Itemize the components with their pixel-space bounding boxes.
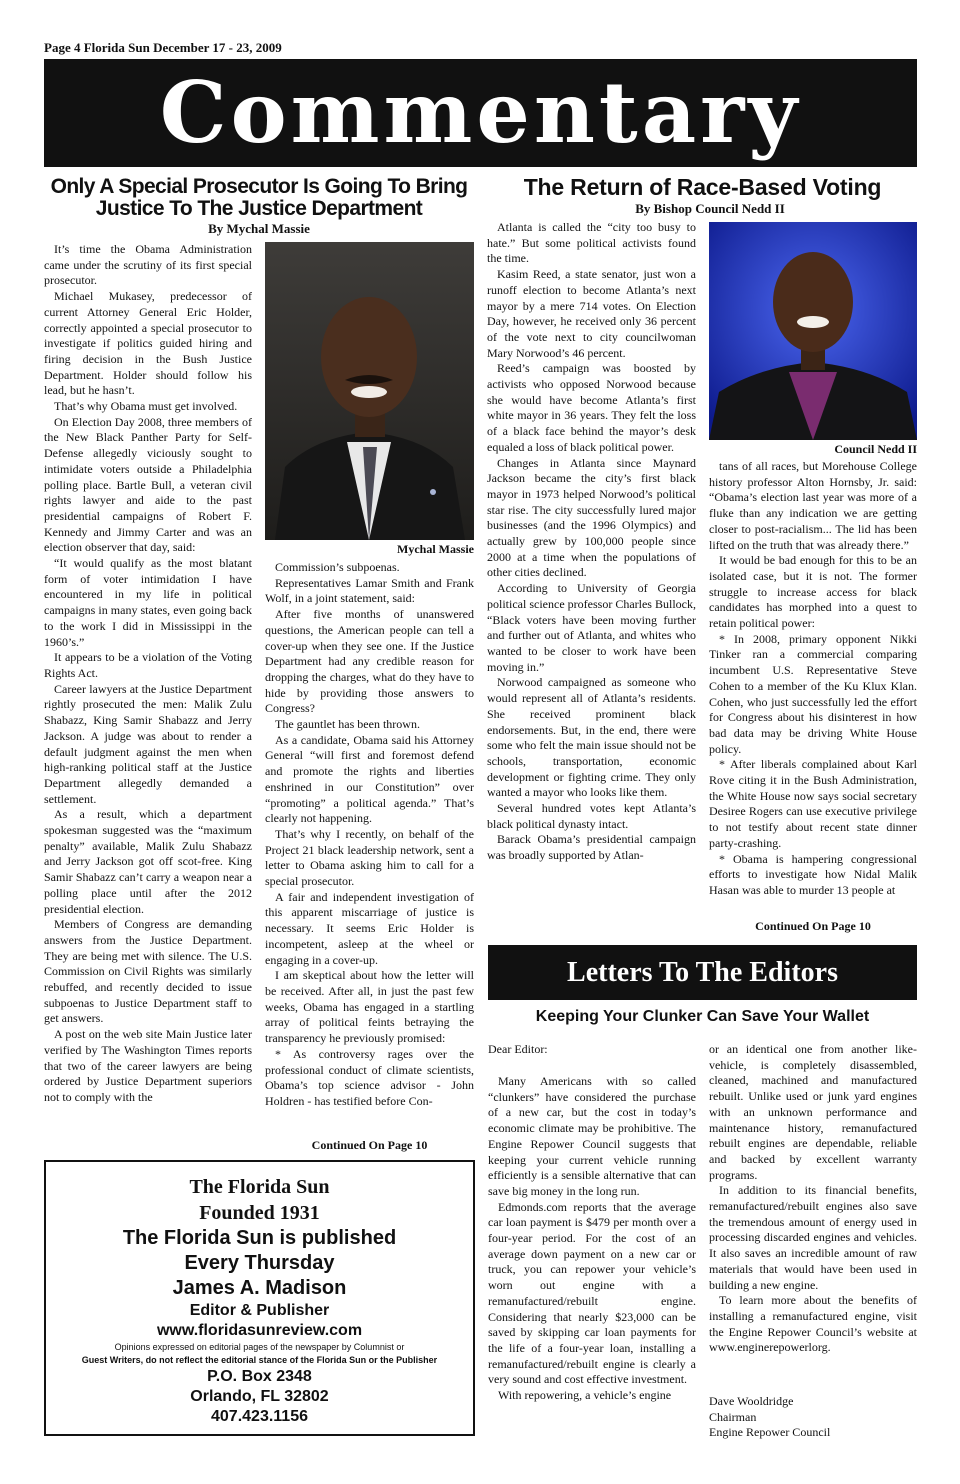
paragraph: A post on the web site Main Justice later verified by The Washington Times reports that two of the career lawyers are being ordered by Justice Department superiors not to comply with the (44, 1027, 252, 1104)
paragraph: or an identical one from another like-vehicle, is completely disassembled, cleaned, machined and manufactured rebuilt. Unlike used or junk yard engines with an unknown performance and maintenance history, remanufactured rebuilt engines are dependable, reliable and backed by excellent warranty programs. (709, 1042, 917, 1182)
paragraph: It’s time the Obama Administration came under the scrutiny of its first special prosecutor. (44, 242, 252, 288)
right-byline: By Bishop Council Nedd II (635, 201, 785, 216)
paragraph: It appears to be a violation of the Voting Rights Act. (44, 650, 252, 680)
paragraph: * Obama is hampering congressional efforts to investigate how Nidal Malik Hasan was able to murder 13 people at (709, 851, 917, 897)
paragraph: To learn more about the benefits of installing a remanufactured engine, visit the Engine Repower Council’s website at www.enginerepowerlorg. (709, 1293, 917, 1355)
paragraph: * In 2008, primary opponent Nikki Tinker ran a commercial comparing incumbent U.S. Representative Steve Cohen to a member of the Ku Klux Klan. Cohen, who just successfully led the effort for Congress about his disinterest in how bad data may be driving White House policy. (709, 631, 917, 756)
signature-name: Dave Wooldridge (709, 1394, 794, 1408)
paragraph: With repowering, a vehicle’s engine (498, 1388, 672, 1403)
signature-title: Chairman (709, 1409, 757, 1424)
paragraph: Kasim Reed, a state senator, just won a runoff election to become Atlanta’s next mayor by a mere 714 votes. On Election Day, however, he received only 36 percent of the vote next to city councilwoman Mary Norwood’s 46 percent. (487, 267, 696, 360)
masthead-po-box: P.O. Box 2348 (207, 1368, 312, 1385)
left-photo-caption: Mychal Massie (397, 542, 474, 556)
mychal-massie-photo (265, 242, 474, 540)
paragraph: tans of all races, but Morehouse College history professor Alton Hornsby, Jr. said: “Obama’s election last year was more of a fluke than any indication we are getting closer to post-racialism... The lid has been lifted on the truth that was already there.” (709, 459, 917, 552)
letter-salutation (488, 1042, 696, 1058)
paragraph: Edmonds.com reports that the average car loan payment is $479 per month over a four-year period. For the cost of an average down payment on a new car or truck, you can repower your vehicle’s worn out engine with a remanufactured/rebuilt engine. Considering that nearly $23,000 can be saved by skipping car loan payments for the life of a four-year loan, installing a remanufactured/rebuilt engine is clearly a very sound and cost effective investment. (488, 1199, 696, 1387)
paragraph: Representatives Lamar Smith and Frank Wolf, in a joint statement, said: (265, 575, 474, 606)
paragraph: Reed’s campaign was boosted by activists who opposed Norwood because she would have become Atlanta’s first white mayor in 36 years. They felt the loss of a black face behind the mayor’s desk equaled a loss of black political power. (487, 361, 696, 454)
paragraph: In addition to its financial benefits, remanufactured/rebuilt engines also save the tremendous amount of energy used in processing discarded engines and vehicles. It also saves an incredible amount of raw materials that would have been used in building a new engine. (709, 1183, 917, 1292)
left-continued: Continued On Page 10 (311, 1138, 428, 1152)
letter-column-1 (488, 1074, 696, 1446)
masthead-editor: James A. Madison (172, 1277, 347, 1299)
left-article-column-2 (265, 560, 474, 1135)
paragraph: Norwood campaigned as someone who would represent all of Atlanta’s residents. She received prominent black endorsements. But, in the end, there were some who felt the main issue should not be schools, transportation, economic development or fighting crime. They only wanted a mayor who looks like them. (487, 675, 696, 800)
paragraph: On Election Day 2008, three members of the New Black Panther Party for Self-Defense allegedly viciously sought to intimidate voters outside a Philadelphia polling place. Bartle Bull, a veteran civil rights lawyer and aide to the past presidential campaigns of Robert F. Kennedy and Jimmy Carter and was an election observer that day, said: (44, 414, 252, 555)
paragraph: Career lawyers at the Justice Department rightly prosecuted the men: Malik Zulu Shabazz, King Samir Shabazz and Jerry Jackson. A judge was about to render a default judgment against the men when high-ranking political staff at the Justice Department allegedly demanded a settlement. (44, 681, 252, 806)
masthead-editor-title: Editor & Publisher (189, 1302, 330, 1319)
paragraph: Barack Obama’s presidential campaign was broadly supported by Atlan- (487, 832, 696, 863)
masthead-founded: Founded 1931 (199, 1202, 320, 1224)
letter-column-2 (709, 1042, 917, 1392)
paragraph: That’s why Obama must get involved. (54, 399, 238, 414)
signature-org: Engine Repower Council (709, 1425, 831, 1440)
right-photo-caption: Council Nedd II (834, 442, 917, 456)
paragraph: As a candidate, Obama said his Attorney General “will first and foremost defend and promote the rights and liberties enshrined in our Constitution” over “promoting” a political agenda.” That’s clearly not happening. (265, 732, 474, 826)
right-continued: Continued On Page 10 (755, 919, 871, 933)
paragraph: I am skeptical about how the letter will be received. After all, in just the past few weeks, Obama has engaged in a startling array of political feints betraying the transparency he previously promised: (265, 968, 474, 1046)
left-byline: By Mychal Massie (208, 221, 310, 236)
masthead-city: Orlando, FL 32802 (190, 1388, 329, 1405)
letter-signature (709, 1394, 917, 1441)
masthead-box (44, 1160, 475, 1436)
right-headline: The Return of Race-Based Voting (523, 174, 882, 200)
paragraph: Many Americans with so called “clunkers” have considered the purchase of a new car, but the cost in today’s economic climate may be prohibitive. The Engine Repower Council suggests that keeping your current vehicle running efficiently is a sensible alternative that can save big money in the long run. (488, 1074, 696, 1198)
left-headline-line-1: Only A Special Prosecutor Is Going To Bring (50, 175, 468, 198)
council-nedd-photo (709, 222, 917, 440)
left-article-column-1 (44, 242, 252, 1157)
paragraph: As a result, which a department spokesman suggested was the “maximum penalty” available, Malik Zulu Shabazz and Jerry Jackson got off scot-free. King Samir Shabazz can’t carry a weapon near a polling place until after the 2012 presidential election. (44, 807, 252, 916)
paragraph: After five months of unanswered questions, the American people can tell a cover-up when they see one. If the Justice Department had any credible reason for dropping the charges, what do they have to hide by providing those answers to Congress? (265, 607, 474, 716)
paragraph: Several hundred votes kept Atlanta’s black political dynasty intact. (487, 801, 696, 831)
paragraph: Commission’s subpoenas. (275, 560, 400, 574)
paragraph: A fair and independent investigation of this apparent miscarriage of justice is necessary. It seems Eric Holder is incompetent, asleep at the wheel or engaging in a cover-up. (265, 889, 474, 967)
right-article-column-1 (487, 220, 696, 938)
paragraph: * As controversy rages over the professional conduct of climate scientists, Obama’s top science advisor - John Holdren - has testified before Con- (265, 1046, 474, 1108)
right-article-column-2 (709, 459, 917, 915)
paragraph: Members of Congress are demanding answers from the Justice Department. They are being met with silence. The U.S. Commission on Civil Rights was similarly rebuffed, and recently decided to issue subpoenas to Justice Department staff to get answers. (44, 917, 252, 1026)
masthead-phone: 407.423.1156 (211, 1408, 308, 1425)
masthead-published-2: Every Thursday (184, 1252, 335, 1274)
paragraph: That’s why I recently, on behalf of the Project 21 black leadership network, sent a letter to Obama asking him to call for a special prosecutor. (265, 826, 474, 889)
paragraph: The gauntlet has been thrown. (275, 717, 420, 732)
masthead-disclaimer-1: Opinions expressed on editorial pages of the newspaper by Columnist or (114, 1342, 405, 1352)
paragraph: It would be bad enough for this to be an isolated case, but it is not. The former struggle to increase access for black candidates has morphed into a quest to retain political power: (709, 553, 917, 631)
left-headline-line-2: Justice To The Justice Department (95, 197, 423, 220)
running-head: Page 4 Florida Sun December 17 - 23, 2009 (44, 40, 282, 55)
paragraph: Atlanta is called the “city too busy to hate.” But some political activists found the time. (487, 220, 696, 266)
letter-salutation-text: Dear Editor: (488, 1042, 548, 1056)
section-title: Commentary (159, 63, 802, 162)
masthead-disclaimer-2: Guest Writers, do not reflect the editorial stance of the Florida Sun or the Publisher (81, 1355, 438, 1365)
paragraph: * After liberals complained about Karl Rove citing it in the Bush Administration, the White House now says social secretary Desiree Rogers can use executive privilege to not testify about recent state dinner party-crashing. (709, 757, 917, 850)
letters-banner: Letters To The Editors (488, 945, 917, 1000)
paragraph: “It would qualify as the most blatant form of voter intimidation I have encountered in my life in political campaigns in many states, even going back to the work I did in Mississippi in the 1960’s.” (44, 556, 252, 649)
paragraph: According to University of Georgia political science professor Charles Bullock, “Black voters have been moving further and further out of Atlanta, and whites who wanted to be closer to work have been moving in.” (487, 581, 696, 674)
letter-headline: Keeping Your Clunker Can Save Your Wallet (535, 1008, 870, 1025)
masthead-published-1: The Florida Sun is published (122, 1227, 397, 1249)
paragraph: Michael Mukasey, predecessor of current Attorney General Eric Holder, correctly appointed a special prosecutor to investigate if politics guided hiring and firing decision in the Bush Justice Department. Holder should follow his lead, but he hasn’t. (44, 289, 252, 398)
paragraph: Changes in Atlanta since Maynard Jackson became the city’s first black mayor in 1973 helped Norwood’s political star rise. The city successfully lured major businesses (and the 1996 Olympics) and actually grew by 100,000 people since 2000 at a time when the populations of other cities declined. (487, 455, 696, 580)
masthead-website: www.floridasunreview.com (156, 1322, 363, 1339)
masthead-name: The Florida Sun (189, 1176, 330, 1198)
